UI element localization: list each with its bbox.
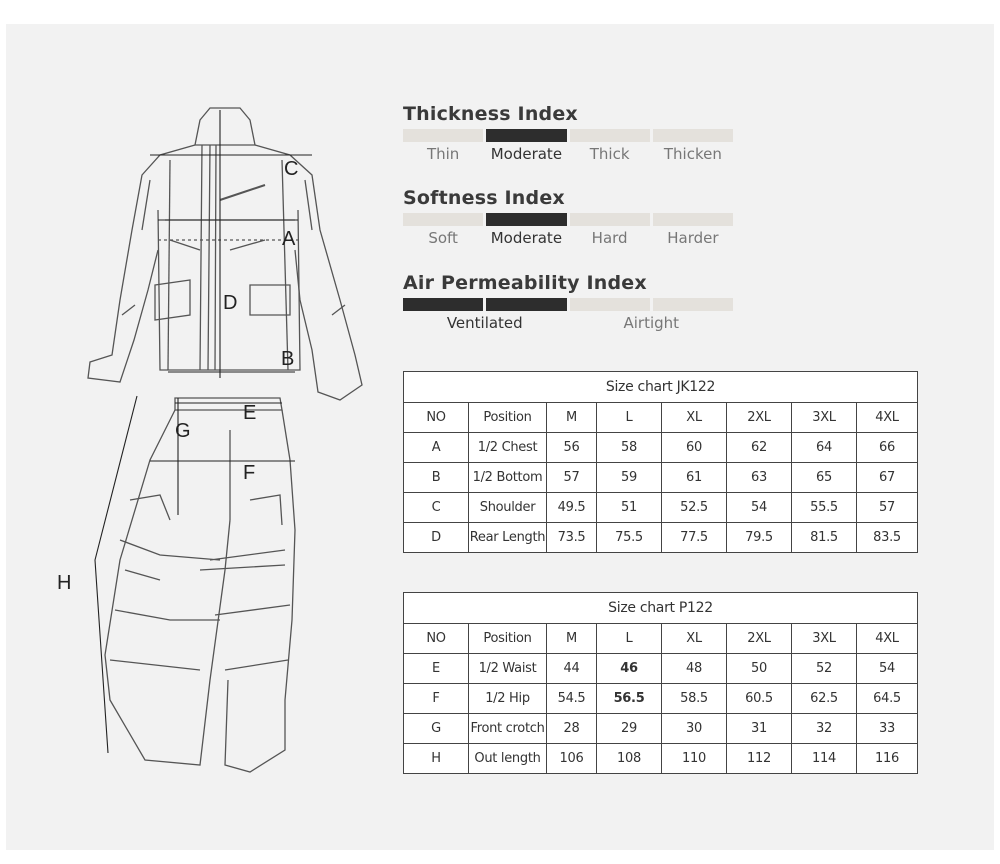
dimension-letter-d: D bbox=[223, 292, 238, 314]
table-cell: 106 bbox=[547, 744, 597, 774]
dimension-letter-c: C bbox=[284, 158, 299, 180]
index-segment bbox=[653, 129, 733, 142]
table-cell: 46 bbox=[597, 654, 662, 684]
table-cell: E bbox=[404, 654, 469, 684]
header-cell-position: Position bbox=[469, 403, 547, 433]
index-segment-active bbox=[486, 129, 566, 142]
table-cell: 63 bbox=[727, 463, 792, 493]
header-cell-l: L bbox=[597, 403, 662, 433]
table-cell: 57 bbox=[547, 463, 597, 493]
table-cell: 62.5 bbox=[792, 684, 857, 714]
table-cell: Front crotch bbox=[469, 714, 547, 744]
air-permeability-index-labels bbox=[403, 314, 733, 332]
table-row bbox=[404, 654, 918, 684]
jacket-size-chart bbox=[403, 371, 918, 553]
table-cell: 61 bbox=[662, 463, 727, 493]
air-permeability-index-bar bbox=[403, 298, 733, 311]
table-cell: 30 bbox=[662, 714, 727, 744]
table-cell: 49.5 bbox=[547, 493, 597, 523]
table-caption-row bbox=[404, 593, 918, 624]
pants-drawing bbox=[105, 398, 295, 772]
thickness-index-bar bbox=[403, 129, 733, 142]
table-cell: 58.5 bbox=[662, 684, 727, 714]
header-cell-no: NO bbox=[404, 403, 469, 433]
table-cell: 83.5 bbox=[857, 523, 918, 553]
header-cell-2xl: 2XL bbox=[727, 403, 792, 433]
index-label-hard: Hard bbox=[591, 229, 628, 247]
header-cell-4xl: 4XL bbox=[857, 624, 918, 654]
table-cell: 1/2 Chest bbox=[469, 433, 547, 463]
header-cell-no: NO bbox=[404, 624, 469, 654]
table-cell: 54.5 bbox=[547, 684, 597, 714]
table-cell: 60 bbox=[662, 433, 727, 463]
table-row bbox=[404, 433, 918, 463]
header-cell-xl: XL bbox=[662, 403, 727, 433]
header-cell-m: M bbox=[547, 624, 597, 654]
table-cell: D bbox=[404, 523, 469, 553]
table-cell: 62 bbox=[727, 433, 792, 463]
header-cell-position: Position bbox=[469, 624, 547, 654]
table-cell: 67 bbox=[857, 463, 918, 493]
pants-size-chart bbox=[403, 592, 918, 774]
table-cell: 66 bbox=[857, 433, 918, 463]
index-label-thin: Thin bbox=[426, 145, 460, 163]
table-row bbox=[404, 523, 918, 553]
table-cell: 114 bbox=[792, 744, 857, 774]
thickness-index-labels bbox=[403, 145, 733, 163]
softness-index bbox=[403, 187, 733, 247]
table-cell: H bbox=[404, 744, 469, 774]
index-label-harder: Harder bbox=[667, 229, 719, 247]
dimension-letter-b: B bbox=[281, 348, 295, 370]
softness-index-title: Softness Index bbox=[403, 187, 565, 209]
header-cell-4xl: 4XL bbox=[857, 403, 918, 433]
pants-dimension-lines bbox=[95, 396, 295, 753]
table-cell: 110 bbox=[662, 744, 727, 774]
index-label-thicken: Thicken bbox=[663, 145, 722, 163]
air-permeability-index-title: Air Permeability Index bbox=[403, 272, 647, 294]
table-row bbox=[404, 714, 918, 744]
table-cell: 58 bbox=[597, 433, 662, 463]
garment-line-drawing bbox=[50, 100, 390, 790]
table-cell: 59 bbox=[597, 463, 662, 493]
index-label-moderate: Moderate bbox=[490, 229, 563, 247]
index-label-airtight: Airtight bbox=[623, 314, 680, 332]
table-cell: 33 bbox=[857, 714, 918, 744]
jacket-pants-illustration bbox=[50, 100, 390, 790]
dimension-letter-g: G bbox=[175, 420, 191, 442]
table-cell: 108 bbox=[597, 744, 662, 774]
table-cell: Rear Length bbox=[469, 523, 547, 553]
table-cell: Shoulder bbox=[469, 493, 547, 523]
table-header-row bbox=[404, 624, 918, 654]
header-cell-xl: XL bbox=[662, 624, 727, 654]
dimension-letter-a: A bbox=[282, 228, 296, 250]
table-cell: 112 bbox=[727, 744, 792, 774]
pants-size-chart-title: Size chart P122 bbox=[404, 593, 918, 624]
dimension-letter-f: F bbox=[243, 462, 256, 484]
table-cell: 1/2 Hip bbox=[469, 684, 547, 714]
index-segment bbox=[570, 129, 650, 142]
header-cell-2xl: 2XL bbox=[727, 624, 792, 654]
table-cell: 52 bbox=[792, 654, 857, 684]
table-cell: 48 bbox=[662, 654, 727, 684]
index-label-thick: Thick bbox=[589, 145, 630, 163]
table-header-row bbox=[404, 403, 918, 433]
table-cell: 77.5 bbox=[662, 523, 727, 553]
table-cell: 55.5 bbox=[792, 493, 857, 523]
index-segment-active bbox=[403, 298, 483, 311]
air-permeability-index bbox=[403, 272, 733, 332]
table-cell: 64 bbox=[792, 433, 857, 463]
table-cell: 29 bbox=[597, 714, 662, 744]
header-cell-3xl: 3XL bbox=[792, 624, 857, 654]
table-cell: 57 bbox=[857, 493, 918, 523]
header-cell-l: L bbox=[597, 624, 662, 654]
table-cell: 79.5 bbox=[727, 523, 792, 553]
table-cell: 44 bbox=[547, 654, 597, 684]
table-cell: 116 bbox=[857, 744, 918, 774]
thickness-index-title: Thickness Index bbox=[403, 103, 578, 125]
table-cell: F bbox=[404, 684, 469, 714]
table-cell: C bbox=[404, 493, 469, 523]
table-cell: 32 bbox=[792, 714, 857, 744]
table-cell: Out length bbox=[469, 744, 547, 774]
index-segment bbox=[653, 213, 733, 226]
dimension-letter-h: H bbox=[57, 572, 72, 594]
table-cell: 28 bbox=[547, 714, 597, 744]
table-row bbox=[404, 463, 918, 493]
index-label-ventilated: Ventilated bbox=[446, 314, 523, 332]
table-cell: 52.5 bbox=[662, 493, 727, 523]
table-row bbox=[404, 493, 918, 523]
table-cell: G bbox=[404, 714, 469, 744]
index-segment bbox=[403, 129, 483, 142]
table-cell: A bbox=[404, 433, 469, 463]
table-cell: B bbox=[404, 463, 469, 493]
table-cell: 75.5 bbox=[597, 523, 662, 553]
thickness-index bbox=[403, 103, 733, 163]
table-cell: 81.5 bbox=[792, 523, 857, 553]
table-cell: 1/2 Waist bbox=[469, 654, 547, 684]
table-caption-row bbox=[404, 372, 918, 403]
table-row bbox=[404, 744, 918, 774]
table-cell: 54 bbox=[727, 493, 792, 523]
jacket-size-chart-title: Size chart JK122 bbox=[404, 372, 918, 403]
table-cell: 56.5 bbox=[597, 684, 662, 714]
table-cell: 1/2 Bottom bbox=[469, 463, 547, 493]
table-cell: 56 bbox=[547, 433, 597, 463]
index-segment bbox=[570, 213, 650, 226]
table-cell: 64.5 bbox=[857, 684, 918, 714]
index-segment bbox=[403, 213, 483, 226]
index-segment bbox=[653, 298, 733, 311]
table-cell: 54 bbox=[857, 654, 918, 684]
index-segment bbox=[570, 298, 650, 311]
table-cell: 73.5 bbox=[547, 523, 597, 553]
softness-index-bar bbox=[403, 213, 733, 226]
header-cell-m: M bbox=[547, 403, 597, 433]
table-cell: 31 bbox=[727, 714, 792, 744]
header-cell-3xl: 3XL bbox=[792, 403, 857, 433]
softness-index-labels bbox=[403, 229, 733, 247]
index-segment-active bbox=[486, 213, 566, 226]
index-label-soft: Soft bbox=[428, 229, 458, 247]
table-cell: 51 bbox=[597, 493, 662, 523]
jacket-drawing bbox=[88, 108, 362, 400]
table-row bbox=[404, 684, 918, 714]
index-segment-active bbox=[486, 298, 566, 311]
table-cell: 65 bbox=[792, 463, 857, 493]
table-cell: 60.5 bbox=[727, 684, 792, 714]
table-cell: 50 bbox=[727, 654, 792, 684]
dimension-letter-e: E bbox=[243, 402, 257, 424]
index-label-moderate: Moderate bbox=[490, 145, 563, 163]
